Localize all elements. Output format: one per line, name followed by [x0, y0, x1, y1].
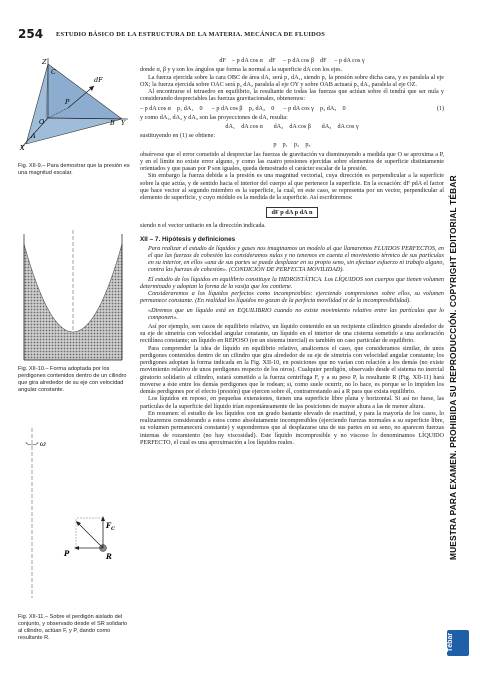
equation-3: p p₁ p₂ p₃ — [273, 142, 311, 149]
label-x: X — [20, 144, 25, 152]
tetrahedron-face-back — [46, 64, 122, 119]
paragraph: siendo n el vector unitario en la dirección indicada. — [140, 223, 266, 230]
paragraph: En resumen: el estudio de los líquidos con un grado bastante elevado de exactitud, y para la mayoría de los casos, lo realizaremos considerando a estos como absolutamente incompresibles (ejerciendo fuerzas normales a su superficie libre, su volumen permanecerá constante) y supondremos que al desplazarse una de sus partes en su seno, no aparecen fuerzas internas de rozamiento (no hay viscosidad). Este líquido incompresible y no viscoso lo denominamos LÍQUIDO PERFECTO, el cual es una aproximación a los líquidos reales. — [140, 411, 444, 446]
equation-1-body: – p dA cos α p₁ dA₁ 0 – p dA cos β p₂ dA₂ 0 – p dA cos γ p₃ dA₃ 0 — [140, 105, 346, 112]
publisher-logo — [447, 630, 469, 656]
paragraph: obsérvese que el error cometido al despreciar las fuerzas de gravitación va disminuyendo a medida que O se aproxima a P, y en el límite no existe error alguno, y como las cuatro presiones ejercidas sobre elementos de superficie distintamente orientados y que pasan por P son iguales, queda demostrado el carácter escalar de la presión. — [140, 151, 444, 173]
page-number: 254 — [18, 27, 44, 41]
weight-arrowhead — [74, 546, 79, 550]
paragraph: «Diremos que un líquido está en EQUILIBRIO cuando no existe movimiento relativo entre las partículas que lo componen». — [148, 307, 444, 321]
section-heading: XII – 7. Hipótesis y definiciones — [140, 235, 236, 243]
paragraph: Para realizar el estudio de líquidos y gases nos imaginamos un modelo al que llamaremos FLUIDOS PERFECTOS, en el que las fuerzas de cohesión las consideramos nulas y no tenemos en cuenta el movimiento térmico de sus partículas en su interior, en ellos «una de sus partes se puede desplazar en su propio seno, sin efectuar esfuerzo ni trabajo alguno, contra las fuerzas de cohesión». (CONDICIÓN DE PERFECTA MOVILIDAD). — [148, 245, 444, 274]
boxed-equation — [140, 207, 444, 218]
figure-pellet-forces — [18, 428, 128, 598]
tetrahedron-diagram — [18, 56, 130, 152]
label-df: dF — [94, 76, 103, 84]
paragraph: Sin embargo la fuerza debida a la presión es una magnitud vectorial, cuya dirección es perpendicular a la superficie sobre la que actúa, y de sentido hacia el interior del cuerpo al que pertenece la superficie. En la ecuación: dF pdA el factor que hace vector al segundo miembro es la superficie, la cual, en este caso, se representa por un vector, perpendicular al elemento de superficie, y cuyo módulo es la medida de la superficie. Así escribiremos: — [140, 173, 444, 202]
label-b: B — [110, 119, 115, 127]
label-c: C — [51, 68, 56, 76]
paragraph: donde α, β y γ son los ángulos que forma la normal a la superficie dA con los ejes. — [140, 67, 343, 74]
paragraph: El estudio de los líquidos en equilibrio constituye la HIDROSTÁTICA. Los LÍQUIDOS son cuerpos que tienen volumen determinado y adoptan la forma de la vasija que los contiene. — [140, 276, 444, 290]
copyright-text: MUESTRA PARA EXAMEN. PROHIBIDA SU REPRODUCCIÓN. COPYRIGHT EDITORIAL TÉBAR — [448, 175, 458, 561]
paragraph: Consideraremos a los líquidos perfectos como incompresibles: ejerciendo compresiones sobre ellos, su volumen permanece constante. (En realidad los líquidos no gozan de la perfecta movilidad ni de la incompresibilidad). — [140, 291, 444, 305]
figure-caption-xii-11: Fig. XII-11.– Sobre el perdigón aislado del conjunto, y observado desde el SR solidario al cilindro, actúan F, y P, dando como resultante R. — [18, 614, 128, 642]
paragraph: y como dA₁, dA₂ y dA₃ son las proyecciones de dA, resulta: — [140, 114, 288, 121]
label-r: R — [106, 552, 112, 561]
df-arrowhead — [89, 86, 94, 91]
label-p: P — [64, 549, 70, 558]
figure-rotating-cylinder — [18, 230, 128, 362]
figure-tetrahedron — [18, 56, 130, 152]
publisher-logo-text: Tébar — [447, 632, 454, 652]
equation-top: dF – p dA cos α dF – p dA cos β dF – p dA cos γ — [219, 58, 365, 64]
figure-caption-xii-9: Fig. XII-9.– Para demostrar que la presión es una magnitud escalar. — [18, 163, 130, 177]
boxed-equation-text: dF p dA p dA n — [266, 207, 319, 218]
paragraph: Así por ejemplo, son casos de equilibrio relativo, un líquido contenido en un recipiente cilíndrico girando alrededor de su eje de simetría con velocidad angular constante, un líquido en el interior de una cisterna sometido a una aceleración rectilínea constante; un líquido en REPOSO (en un sistema inercial) es también un caso particular de equilibrio. — [140, 324, 444, 345]
label-a: A — [31, 132, 36, 140]
equation-2: dA₁ dA cos α dA₂ dA cos β dA₃ dA cos γ — [225, 124, 359, 130]
label-fc: $F_C$ — [106, 521, 115, 532]
running-title: ESTUDIO BÁSICO DE LA ESTRUCTURA DE LA MATERIA. MECÁNICA DE FLUIDOS — [56, 31, 326, 38]
label-o: O — [39, 118, 45, 126]
paragraph: Para comprender la idea de líquido en equilibrio relativo, analicemos el caso, que consideramos similar, de unos perdigones contenidos dentro de un cilindro que gira alrededor de su eje de simetría con velocidad angular constante; los perdigones adoptan la forma indicada en la Fig. XII-10, en posiciones que no varían con relación a los demás (no existe movimiento relativo de unos perdigones respecto de los otros). Cualquier perdigón, observado desde el sistema no inercial giratorio solidario al cilindro, estará sometido a la fuerza centrífuga F, y a su peso P, la resultante R (Fig. XII-11) hará moverse a éste entre los demás perdigones que le rodean; si, como suele ocurrir, no lo hace, es porque se lo impiden los demás perdigones por el efecto (presión) que ejercen sobre él, contrarrestando así a R para que exista equilibrio. — [140, 345, 444, 396]
equation-1 — [140, 106, 444, 113]
resultant-vector — [77, 522, 103, 548]
label-y: Y — [121, 119, 126, 127]
label-z: Z — [42, 58, 47, 66]
pellet-forces-diagram — [18, 428, 128, 598]
paragraph: Al encontrarse el tetraedro en equilibrio, la resultante de todas las fuerzas que actúan sobre él tendrá que ser nula y considerando despreciables las fuerzas gravitacionales, obtenemos: — [140, 89, 444, 103]
running-header — [18, 26, 428, 40]
paragraph: sustituyendo en (1) se obtiene: — [140, 133, 216, 140]
label-p: P — [65, 98, 70, 106]
paragraph: La fuerza ejercida sobre la cara OBC de área dA₁ será p₁ dA₁, siendo p₁ la presión sobre dicha cara, y es paralela al eje OX; la fuerza ejercida sobre OAC será p₂ dA₂ paralela al eje OY y sobre OAB actuará p₃ dA₃ paralela al eje OZ. — [140, 74, 444, 88]
centrifugal-arrowhead — [101, 516, 105, 521]
cylinder-diagram — [18, 230, 128, 362]
equation-1-number: (1) — [436, 105, 444, 112]
figure-caption-xii-10: Fig. XII-10.– Forma adoptada por los perdigones contenidos dentro de un cilindro que gira alrededor de su eje con velocidad angular constante. — [18, 366, 127, 394]
label-omega: ω — [40, 440, 46, 448]
main-text-column — [140, 56, 444, 447]
copyright-band — [446, 118, 470, 628]
paragraph: Los líquidos en reposo, en pequeñas extensiones, tienen una superficie libre plana y horizontal. Si así no fuese, las partículas de la superficie del líquido irían espontáneamente de las posiciones de mayor altura a las de menor altura. — [140, 396, 444, 410]
